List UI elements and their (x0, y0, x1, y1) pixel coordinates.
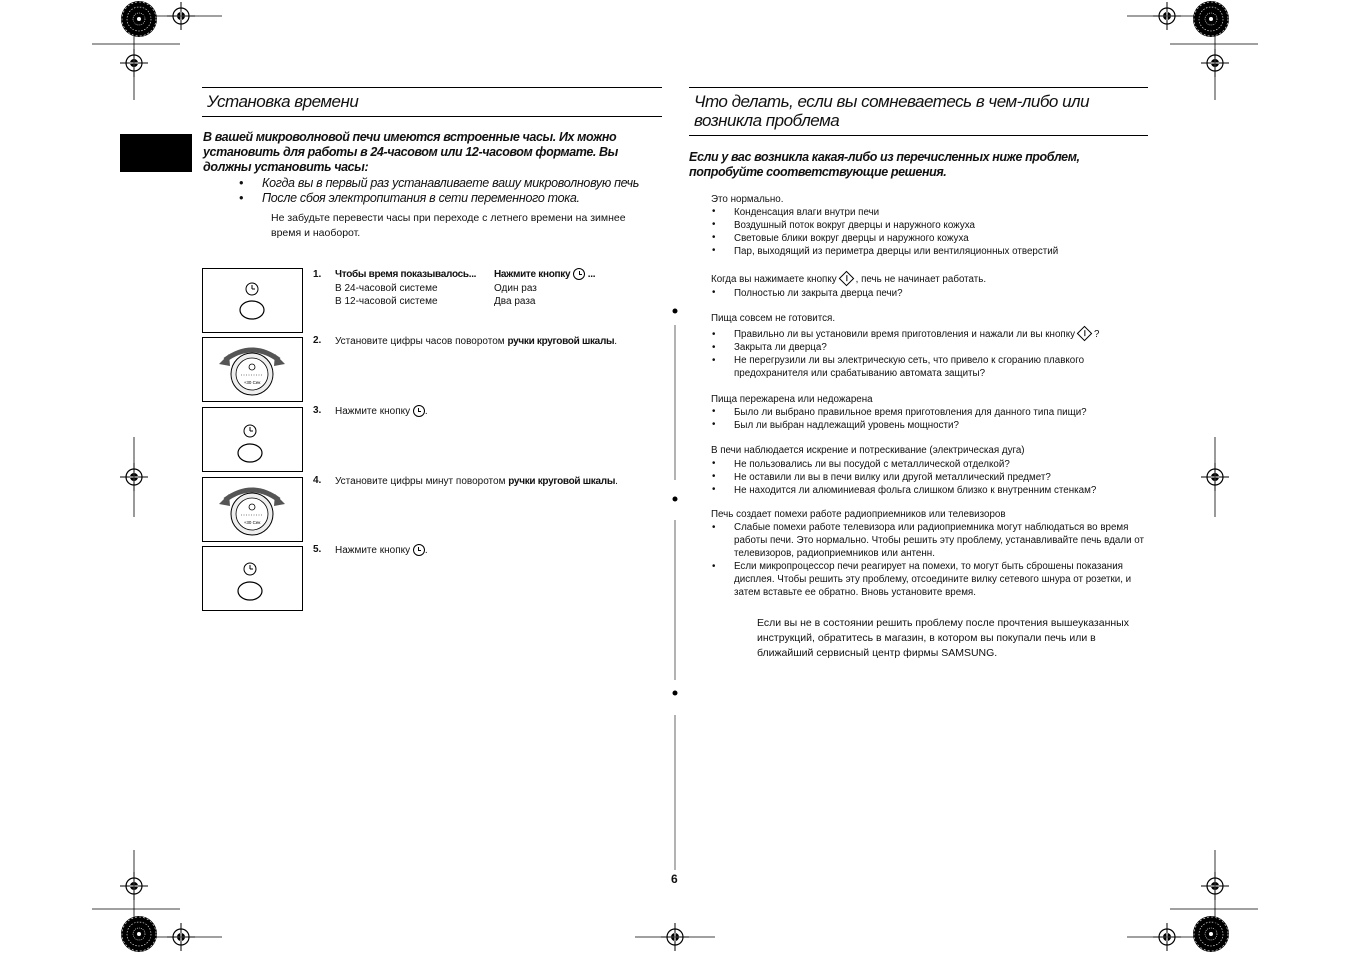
step1-col2-head: Нажмите кнопку ... (494, 269, 596, 280)
clock-icon (573, 268, 585, 280)
bullet-dot: • (712, 245, 716, 256)
left-intro: В вашей микроволновой печи имеются встроенные часы. Их можно установить для работы в 24-часовом или 12-часовом формате. Вы должны установить часы: (203, 130, 618, 174)
step1-row1-mode: В 24-часовой системе (335, 283, 438, 294)
page-number: 6 (671, 872, 678, 886)
svg-text:+30 Сек: +30 Сек (243, 520, 261, 525)
step3-illustration (202, 407, 303, 472)
g1-item: Конденсация влаги внутри печи (734, 207, 880, 218)
bullet-dot: • (712, 342, 716, 353)
step2-illustration (202, 337, 303, 402)
clock-icon (413, 405, 425, 417)
bullet-dot: • (712, 458, 716, 469)
bullet-dot: • (712, 206, 716, 217)
bullet-dot: • (239, 191, 244, 205)
step1-col1-head: Чтобы время показывалось... (335, 269, 477, 280)
step3-text: Нажмите кнопку . (335, 406, 428, 417)
g2-item: Полностью ли закрыта дверца печи? (734, 288, 903, 299)
clock-button-icon (203, 408, 302, 471)
step5-number: 5. (313, 544, 322, 555)
step1-number: 1. (313, 269, 322, 280)
g1-heading: Это нормально. (711, 194, 784, 205)
start-icon (1077, 326, 1093, 342)
step1-row1-presses: Один раз (494, 283, 537, 294)
right-page-title: Что делать, если вы сомневаетесь в чем-либо или возникла проблема (694, 92, 1090, 130)
left-title-rule-bottom (202, 116, 662, 117)
g5-item: Не оставили ли вы в печи вилку или другой металлический предмет? (734, 472, 1051, 483)
dial-knob-icon (203, 478, 302, 541)
g6-item: Если микропроцессор печи реагирует на помехи, то могут быть сброшены показания дисплея. Чтобы решить эту проблему, отсоедините вилку сетевого шнура от розетки, и затем вставьте ее обратно. Вновь установите время. (734, 561, 1132, 598)
bullet-dot: • (712, 419, 716, 430)
g2-heading: Когда вы нажимаете кнопку , печь не начинает работать. (711, 273, 986, 286)
left-page-title: Установка времени (207, 92, 359, 111)
step4-text: Установите цифры минут поворотом ручки круговой шкалы. (335, 476, 618, 487)
g3-heading: Пища совсем не готовится. (711, 313, 836, 324)
step4-illustration (202, 477, 303, 542)
bullet-dot: • (712, 522, 716, 533)
clock-button-icon (203, 547, 302, 610)
g3-item: Не перегрузили ли вы электрическую сеть, что привело к сгоранию плавкого предохранителя или срабатыванию автомата защиты? (734, 355, 1085, 379)
clock-icon (413, 544, 425, 556)
left-title-rule-top (202, 87, 662, 88)
bullet-dot: • (712, 355, 716, 366)
left-note: Не забудьте перевести часы при переходе с летнего времени на зимнее время и наоборот. (271, 212, 626, 239)
step1-row2-presses: Два раза (494, 296, 536, 307)
right-title-rule-bottom (689, 135, 1148, 136)
step1-illustration (202, 268, 303, 333)
bullet-dot: • (712, 484, 716, 495)
g5-item: Не находится ли алюминиевая фольга слишком близко к внутренним стенкам? (734, 485, 1097, 496)
g5-heading: В печи наблюдается искрение и потрескивание (электрическая дуга) (711, 445, 1025, 456)
left-bullet-2: После сбоя электропитания в сети переменного тока. (262, 191, 580, 205)
right-intro: Если у вас возникла какая-либо из перечисленных ниже проблем, попробуйте соответствующие решения. (689, 150, 1080, 179)
g4-item: Было ли выбрано правильное время приготовления для данного типа пищи? (734, 407, 1087, 418)
bullet-dot: • (712, 406, 716, 417)
step1-row2-mode: В 12-часовой системе (335, 296, 438, 307)
g3-item: Правильно ли вы установили время приготовления и нажали ли вы кнопку ? (734, 328, 1099, 341)
g6-heading: Печь создает помехи работе радиоприемников или телевизоров (711, 509, 1006, 520)
step3-number: 3. (313, 405, 322, 416)
section-tab (120, 134, 192, 172)
bullet-dot: • (239, 176, 244, 190)
left-bullet-1: Когда вы в первый раз устанавливаете вашу микроволновую печь (262, 176, 640, 190)
g1-item: Воздушный поток вокруг дверцы и наружного кожуха (734, 220, 975, 231)
step5-illustration (202, 546, 303, 611)
bullet-dot: • (712, 561, 716, 572)
dial-knob-icon (203, 338, 302, 401)
g4-item: Был ли выбран надлежащий уровень мощности? (734, 420, 959, 431)
closing-note: Если вы не в состоянии решить проблему после прочтения вышеуказанных инструкций, обратитесь в магазин, в котором вы покупали печь или в ближайший сервисный центр фирмы SAMSUNG. (757, 617, 1129, 659)
step2-text: Установите цифры часов поворотом ручки круговой шкалы. (335, 336, 618, 347)
right-title-rule-top (689, 87, 1148, 88)
g5-item: Не пользовались ли вы посудой с металлической отделкой? (734, 459, 1010, 470)
g6-item: Слабые помехи работе телевизора или радиоприемника могут наблюдаться во время работы печи. Это нормально. Чтобы решить эту проблему, устанавливайте печь вдали от телевизоров, радиоприемников или антенн. (734, 522, 1145, 559)
step2-number: 2. (313, 335, 322, 346)
g1-item: Световые блики вокруг дверцы и наружного кожуха (734, 233, 969, 244)
svg-text:+30 Сек: +30 Сек (243, 380, 261, 385)
step5-text: Нажмите кнопку . (335, 545, 428, 556)
start-icon (838, 271, 854, 287)
g4-heading: Пища пережарена или недожарена (711, 394, 873, 405)
bullet-dot: • (712, 219, 716, 230)
bullet-dot: • (712, 287, 716, 298)
bullet-dot: • (712, 232, 716, 243)
g1-item: Пар, выходящий из периметра дверцы или вентиляционных отверстий (734, 246, 1059, 257)
step4-number: 4. (313, 475, 322, 486)
g3-item: Закрыта ли дверца? (734, 342, 827, 353)
bullet-dot: • (712, 471, 716, 482)
bullet-dot: • (712, 329, 716, 340)
clock-button-icon (203, 269, 302, 332)
